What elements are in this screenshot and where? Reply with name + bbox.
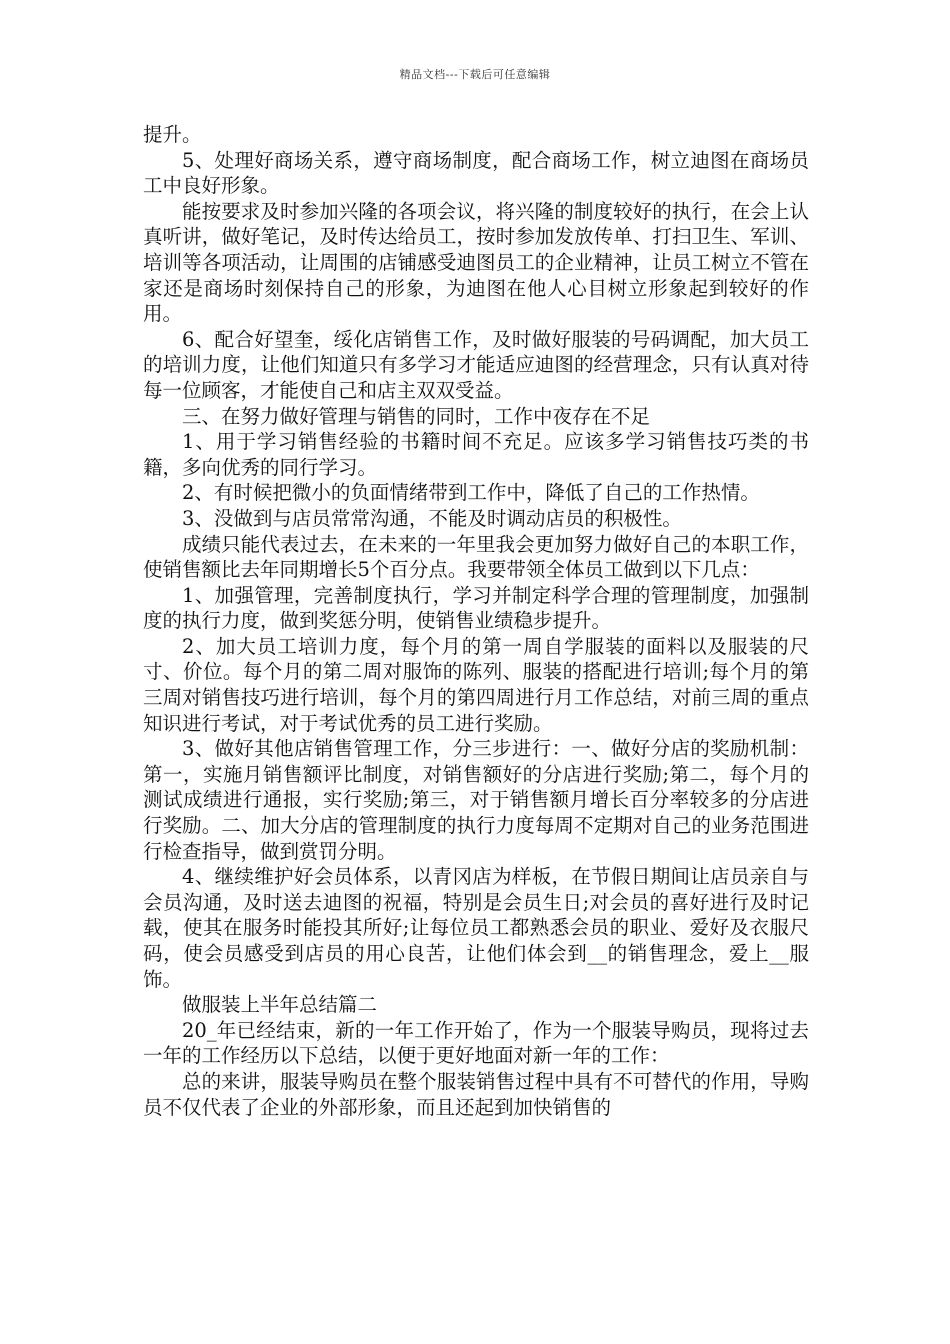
paragraph: 5、处理好商场关系，遵守商场制度，配合商场工作，树立迪图在商场员工中良好形象。	[143, 148, 809, 198]
paragraph: 1、加强管理，完善制度执行，学习并制定科学合理的管理制度，加强制度的执行力度，做到奖惩分明，使销售业绩稳步提升。	[143, 583, 809, 633]
paragraph: 总的来讲，服装导购员在整个服装销售过程中具有不可替代的作用，导购员不仅代表了企业的外部形象，而且还起到加快销售的	[143, 1069, 809, 1119]
document-body	[143, 122, 809, 1120]
paragraph: 1、用于学习销售经验的书籍时间不充足。应该多学习销售技巧类的书籍，多向优秀的同行学习。	[143, 430, 809, 479]
paragraph: 6、配合好望奎，绥化店销售工作，及时做好服装的号码调配，加大员工的培训力度，让他们知道只有多学习才能适应迪图的经营理念，只有认真对待每一位顾客，才能使自己和店主双双受益。	[143, 327, 809, 402]
page-header: 精品文档---下载后可任意编辑	[399, 68, 551, 81]
paragraph: 提升。	[143, 123, 202, 146]
paragraph: 2、有时候把微小的负面情绪带到工作中，降低了自己的工作热情。	[182, 481, 760, 505]
paragraph: 4、继续维护好会员体系，以青冈店为样板，在节假日期间让店员亲自与会员沟通，及时送去迪图的祝福，特别是会员生日;对会员的喜好进行及时记载，使其在服务时能投其所好;让每位员工都熟悉会员的职业、爱好及衣服尺码，使会员感受到店员的用心良苦，让他们体会到__的销售理念，爱上__服饰。	[143, 865, 809, 991]
paragraph: 3、做好其他店销售管理工作，分三步进行：一、做好分店的奖励机制：第一，实施月销售额评比制度，对销售额好的分店进行奖励;第二，每个月的测试成绩进行通报，实行奖励;第三，对于销售额月增长百分率较多的分店进行奖励。二、加大分店的管理制度的执行力度每周不定期对自己的业务范围进行检查指导，做到赏罚分明。	[143, 737, 809, 863]
section-heading: 三、在努力做好管理与销售的同时，工作中夜存在不足	[182, 404, 651, 428]
paragraph: 3、没做到与店员常常沟通，不能及时调动店员的积极性。	[182, 506, 682, 530]
paragraph: 20_年已经结束，新的一年工作开始了，作为一个服装导购员，现将过去一年的工作经历以下总结，以便于更好地面对新一年的工作：	[143, 1018, 809, 1068]
paragraph: 2、加大员工培训力度，每个月的第一周自学服装的面料以及服装的尺寸、价位。每个月的第二周对服饰的陈列、服装的搭配进行培训;每个月的第三周对销售技巧进行培训，每个月的第四周进行月工作总结，对前三周的重点知识进行考试，对于考试优秀的员工进行奖励。	[143, 634, 809, 735]
paragraph: 成绩只能代表过去，在未来的一年里我会更加努力做好自己的本职工作，使销售额比去年同期增长5个百分点。我要带领全体员工做到以下几点：	[143, 532, 809, 582]
paragraph: 能按要求及时参加兴隆的各项会议，将兴隆的制度较好的执行，在会上认真听讲，做好笔记，及时传达给员工，按时参加发放传单、打扫卫生、军训、培训等各项活动，让周围的店铺感受迪图员工的企业精神，让员工树立不管在家还是商场时刻保持自己的形象，为迪图在他人心目树立形象起到较好的作用。	[143, 199, 809, 326]
section-heading: 做服装上半年总结篇二	[182, 993, 378, 1017]
